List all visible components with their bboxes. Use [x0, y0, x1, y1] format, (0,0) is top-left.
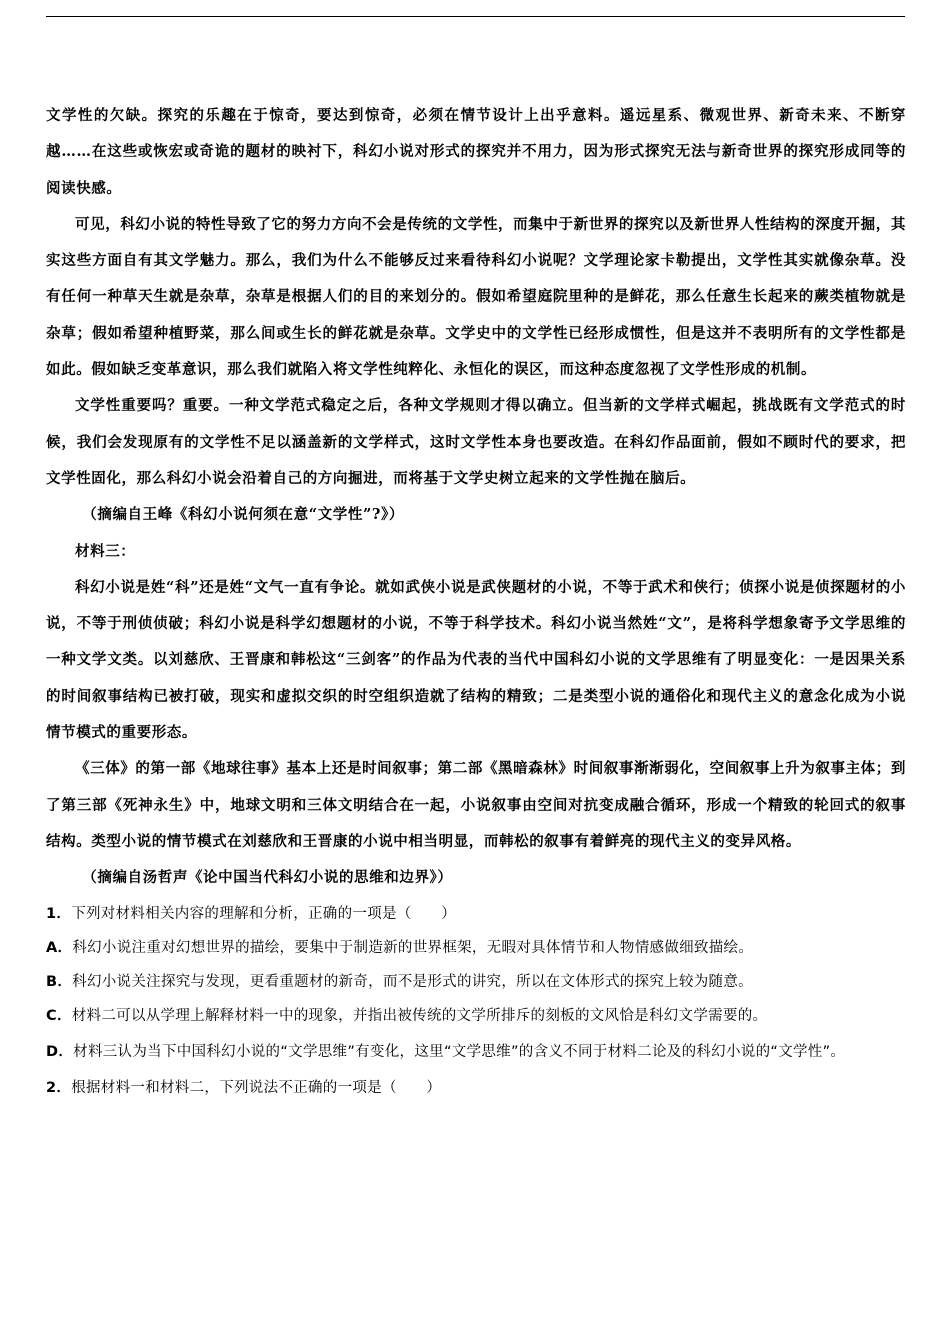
source-citation: （摘编自汤哲声《论中国当代科幻小说的思维和边界》）	[82, 869, 453, 887]
option-text: 材料三认为当下中国科幻小说的“文学思维”有变化，这里“文学思维”的含义不同于材料二论及的科幻小说的“文学性”。	[73, 1043, 846, 1060]
document-body	[46, 98, 906, 1105]
option-text: 材料二可以从学理上解释材料一中的现象，并指出被传统的文学所排斥的刻板的文风恰是科幻文学需要的。	[71, 1007, 768, 1024]
question-number: 2．	[46, 1079, 72, 1096]
passage-paragraph: 文学性的欠缺。探究的乐趣在于惊奇，要达到惊奇，必须在情节设计上出乎意料。遥远星系、微观世界、新奇未来、不断穿越……在这些或恢宏或奇诡的题材的映衬下，科幻小说对形式的探究并不用力，因为形式探究无法与新奇世界的探究形成同等的阅读快感。	[46, 107, 906, 197]
question-stem	[46, 1071, 906, 1105]
option-label: A．	[46, 939, 73, 956]
question-2	[46, 1071, 906, 1105]
option-d	[46, 1033, 906, 1071]
question-text: 根据材料一和材料二，下列说法不正确的一项是（ ）	[71, 1079, 442, 1096]
option-b	[46, 965, 906, 999]
source-citation: （摘编自王峰《科幻小说何须在意“文学性”?》）	[82, 506, 404, 524]
option-label: C．	[46, 1007, 72, 1024]
header-rule	[46, 16, 905, 17]
option-text: 科幻小说关注探究与发现，更看重题材的新奇，而不是形式的讲究，所以在文体形式的探究上较为随意。	[72, 973, 753, 990]
passage-paragraph: 可见，科幻小说的特性导致了它的努力方向不会是传统的文学性，而集中于新世界的探究以及新世界人性结构的深度开掘，其实这些方面自有其文学魅力。那么，我们为什么不能够反过来看待科幻小说呢？文学理论家卡勒提出，文学性其实就像杂草。没有任何一种草天生就是杂草，杂草是根据人们的目的来划分的。假如希望庭院里种的是鲜花，那么任意生长起来的蕨类植物就是杂草；假如希望种植野菜，那么间或生长的鲜花就是杂草。文学史中的文学性已经形成惯性，但是这并不表明所有的文学性都是如此。假如缺乏变革意识，那么我们就陷入将文学性纯粹化、永恒化的误区，而这种态度忽视了文学性形成的机制。	[46, 215, 906, 379]
option-label: B．	[46, 973, 73, 990]
option-label: D．	[46, 1043, 74, 1060]
option-text: 科幻小说注重对幻想世界的描绘，要集中于制造新的世界框架，无暇对具体情节和人物情感做细致描绘。	[72, 939, 754, 956]
passage-paragraph: 科幻小说是姓“科”还是姓“文气一直有争论。就如武侠小说是武侠题材的小说，不等于武术和侠行；侦探小说是侦探题材的小说，不等于刑侦侦破；科幻小说是科学幻想题材的小说，不等于科学技术。科幻小说当然姓“文”，是将科学想象寄予文学思维的一种文学文类。以刘慈欣、王晋康和韩松这“三剑客”的作品为代表的当代中国科幻小说的文学思维有了明显变化：一是因果关系的时间叙事结构已被打破，现实和虚拟交织的时空组织造就了结构的精致；二是类型小说的通俗化和现代主义的意念化成为小说情节模式的重要形态。	[46, 578, 906, 742]
question-stem	[46, 897, 906, 931]
option-a	[46, 931, 906, 965]
passage-paragraph: 文学性重要吗？重要。一种文学范式稳定之后，各种文学规则才得以确立。但当新的文学样式崛起，挑战既有文学范式的时候，我们会发现原有的文学性不足以涵盖新的文学样式，这时文学性本身也要改造。在科幻作品面前，假如不顾时代的要求，把文学性固化，那么科幻小说会沿着自己的方向掘进，而将基于文学史树立起来的文学性抛在脑后。	[46, 397, 906, 487]
question-text: 下列对材料相关内容的理解和分析，正确的一项是（ ）	[71, 905, 457, 922]
question-1	[46, 897, 906, 1071]
passage-paragraph: 《三体》的第一部《地球往事》基本上还是时间叙事；第二部《黑暗森林》时间叙事渐渐弱化，空间叙事上升为叙事主体；到了第三部《死神永生》中，地球文明和三体文明结合在一起，小说叙事由空间对抗变成融合循环，形成一个精致的轮回式的叙事结构。类型小说的情节模式在刘慈欣和王晋康的小说中相当明显，而韩松的叙事有着鲜亮的现代主义的变异风格。	[46, 760, 906, 850]
question-number: 1．	[46, 905, 72, 922]
option-c	[46, 999, 906, 1033]
material-heading: 材料三：	[75, 542, 136, 560]
